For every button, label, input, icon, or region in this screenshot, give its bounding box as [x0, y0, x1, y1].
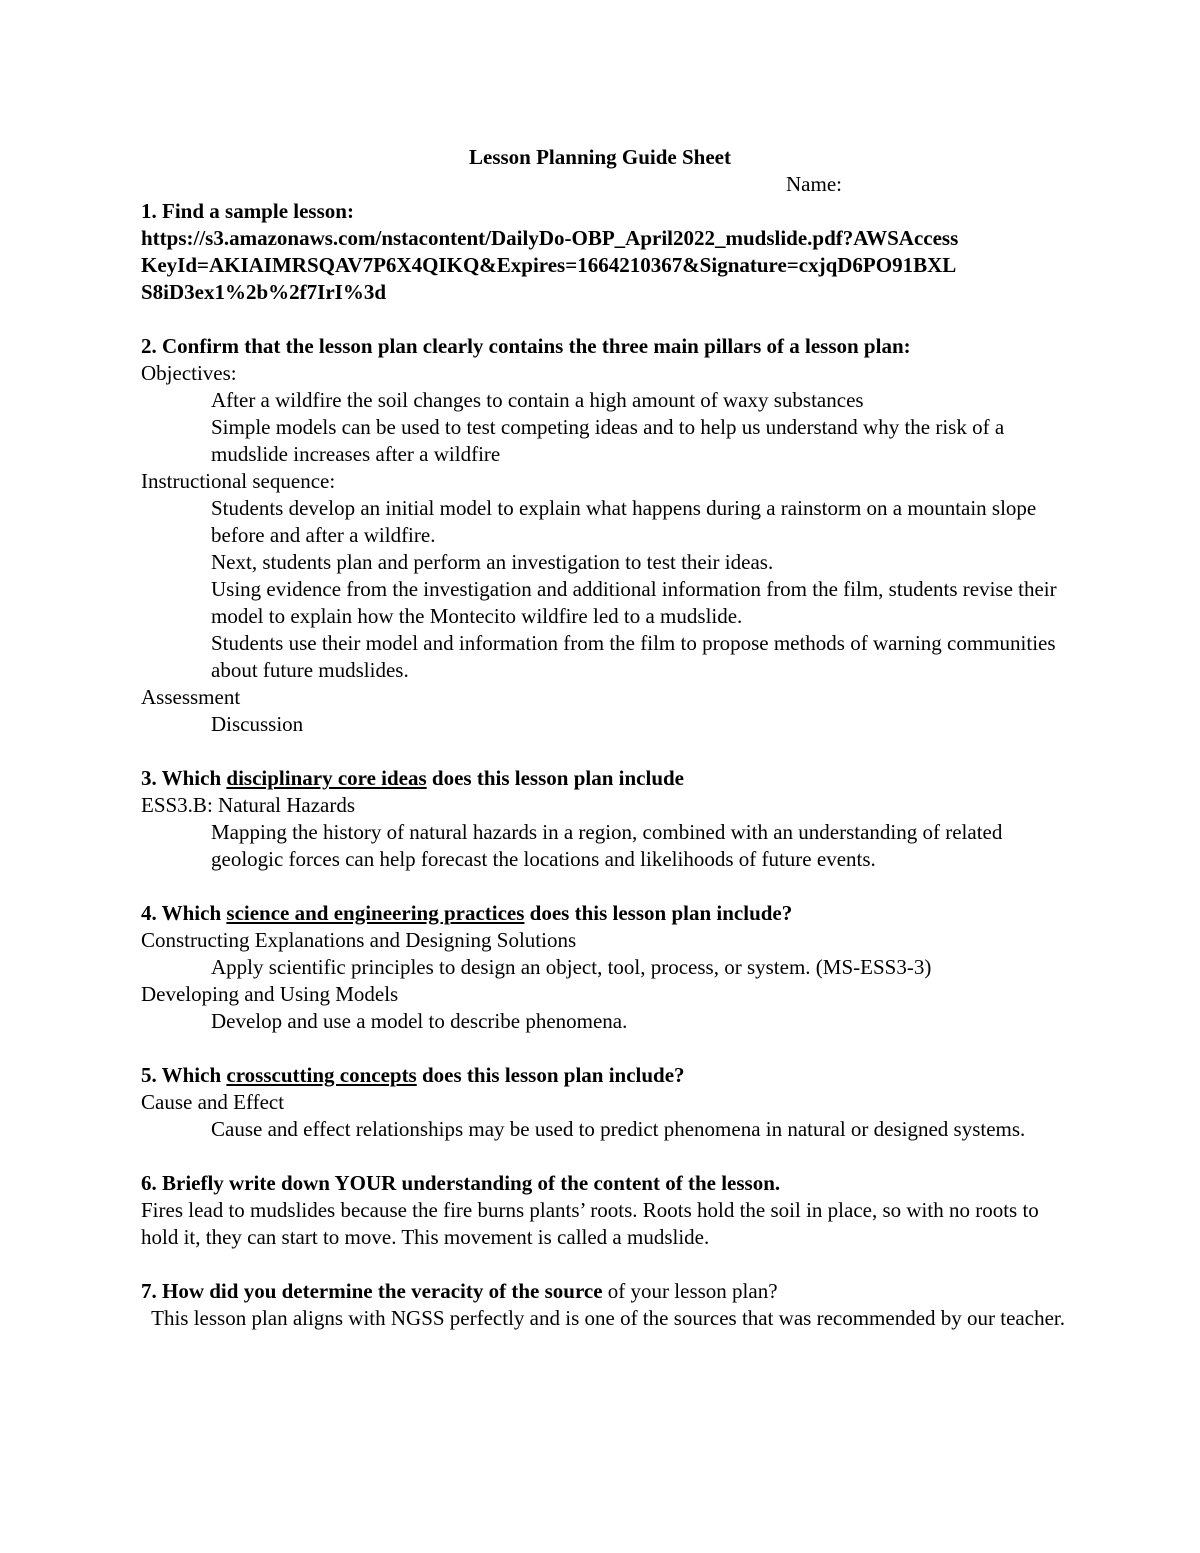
- q5-heading: [141, 1062, 1071, 1089]
- q4-heading: [141, 900, 1071, 927]
- spacer: [141, 873, 1071, 900]
- sequence-item: Students use their model and information from the film to propose methods of warning communities about future mudslides.: [211, 631, 1056, 682]
- q7-answer: This lesson plan aligns with NGSS perfectly and is one of the sources that was recommended by our teacher.: [141, 1306, 1065, 1330]
- spacer: [141, 1143, 1071, 1170]
- q5-heading-underlined: crosscutting concepts: [226, 1063, 417, 1087]
- sequence-item: Using evidence from the investigation and additional information from the film, students revise their model to explain how the Montecito wildfire led to a mudslide.: [211, 577, 1057, 628]
- sequence-item: Students develop an initial model to explain what happens during a rainstorm on a mountain slope before and after a wildfire.: [211, 496, 1037, 547]
- spacer: [141, 738, 1071, 765]
- core-idea-label: ESS3.B: Natural Hazards: [141, 793, 356, 817]
- q4-heading-prefix: 4. Which: [141, 901, 227, 925]
- concept-text: Cause and effect relationships may be used to predict phenomena in natural or designed systems.: [211, 1117, 1026, 1141]
- q1-heading: 1. Find a sample lesson:: [141, 199, 354, 223]
- objective-item: Simple models can be used to test competing ideas and to help us understand why the risk of a mudslide increases after a wildfire: [211, 415, 1005, 466]
- q7-heading: [141, 1278, 1071, 1305]
- q7-heading-bold: 7. How did you determine the veracity of the source: [141, 1279, 603, 1303]
- assessment-item: Discussion: [211, 712, 304, 736]
- sequence-label: Instructional sequence:: [141, 469, 336, 493]
- name-label: Name:: [786, 172, 842, 196]
- q5-heading-suffix: does this lesson plan include?: [416, 1063, 685, 1087]
- q6-answer: Fires lead to mudslides because the fire burns plants’ roots. Roots hold the soil in place, so with no roots to hold it, they can start to move. This movement is called a mudslide.: [141, 1198, 1039, 1249]
- q1-url-line-1[interactable]: https://s3.amazonaws.com/nstacontent/DailyDo-OBP_April2022_mudslide.pdf?AWSAccess: [141, 226, 959, 250]
- spacer: [141, 1035, 1071, 1062]
- q4-heading-underlined: science and engineering practices: [226, 901, 525, 925]
- q6-heading: 6. Briefly write down YOUR understanding of the content of the lesson.: [141, 1171, 781, 1195]
- document-title: Lesson Planning Guide Sheet: [469, 145, 731, 169]
- objectives-label: Objectives:: [141, 361, 237, 385]
- q3-heading-prefix: 3. Which: [141, 766, 227, 790]
- q3-heading-suffix: does this lesson plan include: [426, 766, 684, 790]
- q1-url-line-2[interactable]: KeyId=AKIAIMRSQAV7P6X4QIKQ&Expires=1664210367&Signature=cxjqD6PO91BXL: [141, 253, 957, 277]
- concept-label: Cause and Effect: [141, 1090, 285, 1114]
- q2-heading: 2. Confirm that the lesson plan clearly contains the three main pillars of a lesson plan:: [141, 334, 911, 358]
- q4-heading-suffix: does this lesson plan include?: [524, 901, 793, 925]
- q5-heading-prefix: 5. Which: [141, 1063, 227, 1087]
- spacer: [141, 1251, 1071, 1278]
- q3-heading-underlined: disciplinary core ideas: [226, 766, 427, 790]
- practice-label: Developing and Using Models: [141, 982, 399, 1006]
- q7-heading-rest: of your lesson plan?: [602, 1279, 778, 1303]
- spacer: [141, 306, 1071, 333]
- core-idea-text: Mapping the history of natural hazards in a region, combined with an understanding of related geologic forces can help forecast the locations and likelihoods of future events.: [211, 820, 1003, 871]
- sequence-item: Next, students plan and perform an investigation to test their ideas.: [211, 550, 774, 574]
- objective-item: After a wildfire the soil changes to contain a high amount of waxy substances: [211, 388, 864, 412]
- practice-text: Develop and use a model to describe phenomena.: [211, 1009, 628, 1033]
- practice-label: Constructing Explanations and Designing Solutions: [141, 928, 577, 952]
- document-body: [141, 198, 1071, 1332]
- assessment-label: Assessment: [141, 685, 241, 709]
- q3-heading: [141, 765, 1071, 792]
- q1-url-line-3[interactable]: S8iD3ex1%2b%2f7IrI%3d: [141, 280, 387, 304]
- practice-text: Apply scientific principles to design an object, tool, process, or system. (MS-ESS3-3): [211, 955, 932, 979]
